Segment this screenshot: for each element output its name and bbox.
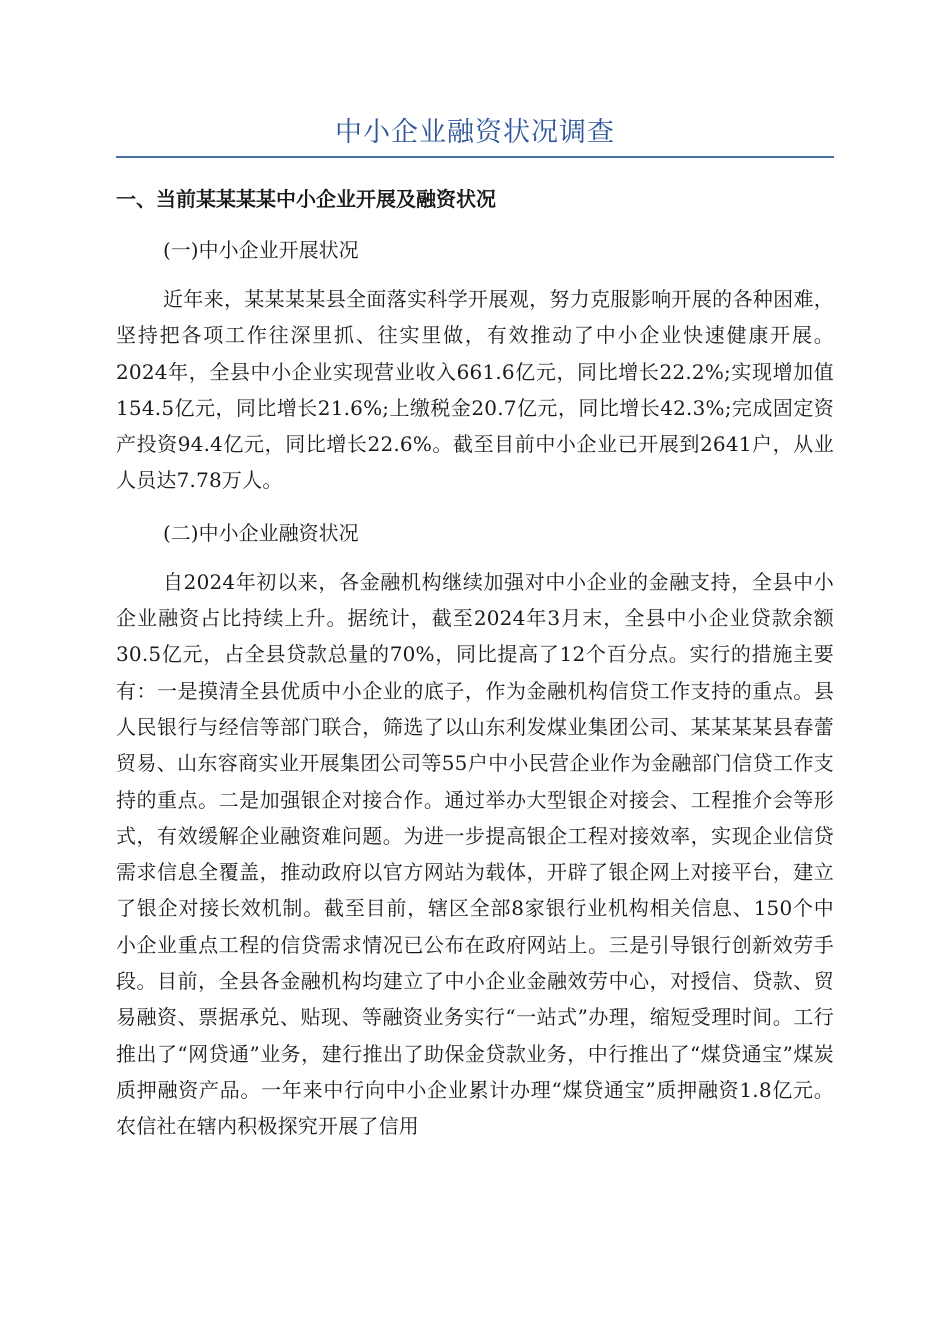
subsection-1-heading: (一)中小企业开展状况 [163, 238, 359, 262]
subsection-2-paragraph: 自2024年初以来，各金融机构继续加强对中小企业的金融支持，全县中小企业融资占比持续上升。据统计，截至2024年3月末，全县中小企业贷款余额30.5亿元，占全县贷款总量的70%，同比提高了12个百分点。实行的措施主要有：一是摸清全县优质中小企业的底子，作为金融机构信贷工作支持的重点。县人民银行与经信等部门联合，筛选了以山东利发煤业集团公司、某某某某县春蕾贸易、山东容商实业开展集团公司等55户中小民营企业作为金融部门信贷工作支持的重点。二是加强银企对接合作。通过举办大型银企对接会、工程推介会等形式，有效缓解企业融资难问题。为进一步提高银企工程对接效率，实现企业信贷需求信息全覆盖，推动政府以官方网站为载体，开辟了银企网上对接平台，建立了银企对接长效机制。截至目前，辖区全部8家银行业机构相关信息、150个中小企业重点工程的信贷需求情况已公布在政府网站上。三是引导银行创新效劳手段。目前，全县各金融机构均建立了中小企业金融效劳中心，对授信、贷款、贸易融资、票据承兑、贴现、等融资业务实行“一站式”办理，缩短受理时间。工行推出了“网贷通”业务，建行推出了助保金贷款业务，中行推出了“煤贷通宝”煤炭质押融资产品。一年来中行向中小企业累计办理“煤贷通宝”质押融资1.8亿元。农信社在辖内积极探究开展了信用 [116, 569, 834, 1139]
document-title: 中小企业融资状况调查 [335, 117, 615, 148]
subsection-1-paragraph: 近年来，某某某某县全面落实科学开展观，努力克服影响开展的各种困难，坚持把各项工作往深里抓、往实里做，有效推动了中小企业快速健康开展。2024年，全县中小企业实现营业收入661.6亿元，同比增长22.2%;实现增加值154.5亿元，同比增长21.6%;上缴税金20.7亿元，同比增长42.3%;完成固定资产投资94.4亿元，同比增长22.6%。截至目前中小企业已开展到2641户，从业人员达7.78万人。 [116, 287, 834, 493]
document-page [116, 108, 834, 1145]
subsection-2-heading: (二)中小企业融资状况 [163, 520, 359, 545]
section-1-heading: 一、当前某某某某中小企业开展及融资状况 [116, 187, 496, 211]
